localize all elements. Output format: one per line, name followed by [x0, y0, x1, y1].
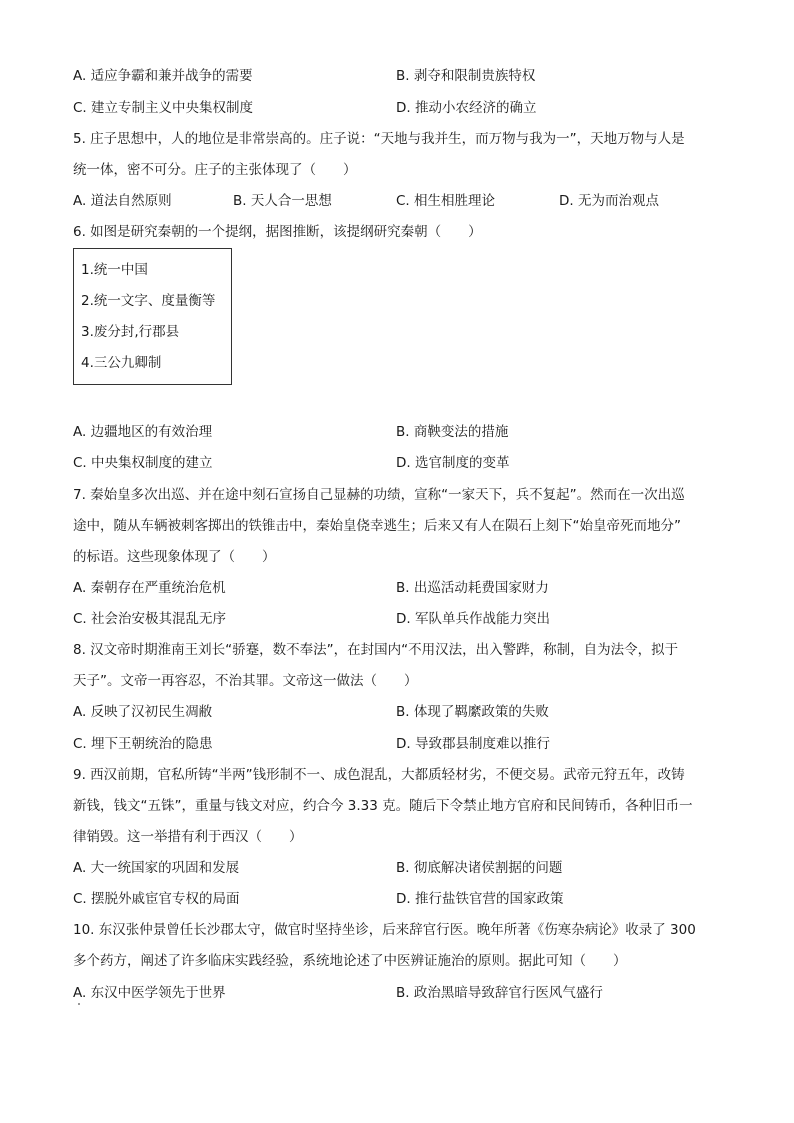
q4-option-c[interactable]: C. 建立专制主义中央集权制度 — [73, 100, 254, 116]
q4-option-b[interactable]: B. 剥夺和限制贵族特权 — [396, 68, 536, 84]
outline-item-3: 3.废分封,行郡县 — [81, 324, 180, 340]
q6-options-row-1 — [73, 422, 733, 442]
q6-option-c[interactable]: C. 中央集权制度的建立 — [73, 455, 213, 471]
q9-stem-line-3: 律销毁。这一举措有利于西汉（ ） — [73, 829, 303, 845]
q7-stem-line-3: 的标语。这些现象体现了（ ） — [73, 549, 276, 565]
q7-options-row-1 — [73, 578, 733, 598]
q10-stem-line-1: 10. 东汉张仲景曾任长沙郡太守，做官时坚持坐诊，后来辞官行医。晚年所著《伤寒杂病论》收录了 300 — [73, 922, 696, 938]
q8-options-row-1 — [73, 702, 733, 722]
q7-options-row-2 — [73, 609, 733, 629]
q9-option-a[interactable]: A. 大一统国家的巩固和发展 — [73, 860, 240, 876]
q5-option-d[interactable]: D. 无为而治观点 — [559, 193, 659, 209]
q7-stem-line-1: 7. 秦始皇多次出巡、并在途中刻石宣扬自己显赫的功绩，宣称“一家天下，兵不复起”。然而在一次出巡 — [73, 487, 685, 503]
q8-options-row-2 — [73, 734, 733, 754]
q6-option-b[interactable]: B. 商鞅变法的措施 — [396, 424, 509, 440]
q7-option-d[interactable]: D. 军队单兵作战能力突出 — [396, 611, 550, 627]
q9-option-d[interactable]: D. 推行盐铁官营的国家政策 — [396, 891, 564, 907]
q8-option-c[interactable]: C. 埋下王朝统治的隐患 — [73, 736, 213, 752]
q8-option-d[interactable]: D. 导致郡县制度难以推行 — [396, 736, 550, 752]
q9-option-c[interactable]: C. 摆脱外戚宦官专权的局面 — [73, 891, 240, 907]
q5-option-c[interactable]: C. 相生相胜理论 — [396, 193, 496, 209]
q10-option-b[interactable]: B. 政治黑暗导致辞官行医风气盛行 — [396, 985, 603, 1001]
q6-option-d[interactable]: D. 选官制度的变革 — [396, 455, 510, 471]
q9-options-row-1 — [73, 858, 733, 878]
stray-mark — [78, 1003, 80, 1005]
q8-option-a[interactable]: A. 反映了汉初民生凋敝 — [73, 704, 213, 720]
q10-options-row-1 — [73, 983, 733, 1003]
q5-option-a[interactable]: A. 道法自然原则 — [73, 193, 172, 209]
q7-stem-line-2: 途中，随从车辆被刺客掷出的铁锥击中，秦始皇侥幸逃生；后来又有人在陨石上刻下“始皇帝死而地分” — [73, 518, 681, 534]
q7-option-b[interactable]: B. 出巡活动耗费国家财力 — [396, 580, 549, 596]
q8-stem-line-1: 8. 汉文帝时期淮南王刘长“骄蹇，数不奉法”，在封国内“不用汉法，出入警跸，称制，自为法令，拟于 — [73, 642, 679, 658]
q6-option-a[interactable]: A. 边疆地区的有效治理 — [73, 424, 213, 440]
qin-outline-box — [73, 248, 232, 385]
q9-stem-line-1: 9. 西汉前期，官私所铸“半两”钱形制不一、成色混乱，大都质轻材劣，不便交易。武帝元狩五年，改铸 — [73, 767, 685, 783]
q5-stem-line-2: 统一体，密不可分。庄子的主张体现了（ ） — [73, 162, 357, 178]
q9-stem-line-2: 新钱，钱文“五铢”，重量与钱文对应，约合今 3.33 克。随后下令禁止地方官府和民间铸币，各种旧币一 — [73, 798, 693, 814]
q4-options-row-1 — [73, 66, 733, 86]
q5-option-b[interactable]: B. 天人合一思想 — [233, 193, 332, 209]
q8-option-b[interactable]: B. 体现了羁縻政策的失败 — [396, 704, 549, 720]
q4-option-d[interactable]: D. 推动小农经济的确立 — [396, 100, 537, 116]
outline-item-2: 2.统一文字、度量衡等 — [81, 293, 216, 309]
q4-options-row-2 — [73, 98, 733, 118]
q4-option-a[interactable]: A. 适应争霸和兼并战争的需要 — [73, 68, 253, 84]
outline-item-4: 4.三公九卿制 — [81, 355, 162, 371]
q6-stem-line-1: 6. 如图是研究秦朝的一个提纲，据图推断，该提纲研究秦朝（ ） — [73, 224, 482, 240]
q7-option-a[interactable]: A. 秦朝存在严重统治危机 — [73, 580, 226, 596]
q10-option-a[interactable]: A. 东汉中医学领先于世界 — [73, 985, 226, 1001]
q7-option-c[interactable]: C. 社会治安极其混乱无序 — [73, 611, 227, 627]
q5-options-row — [73, 191, 733, 211]
q5-stem-line-1: 5. 庄子思想中，人的地位是非常崇高的。庄子说：“天地与我并生，而万物与我为一”，天地万物与人是 — [73, 131, 685, 147]
q8-stem-line-2: 天子”。文帝一再容忍，不治其罪。文帝这一做法（ ） — [73, 673, 418, 689]
q10-stem-line-2: 多个药方，阐述了许多临床实践经验，系统地论述了中医辨证施治的原则。据此可知（ ） — [73, 953, 627, 969]
q9-option-b[interactable]: B. 彻底解决诸侯割据的问题 — [396, 860, 563, 876]
q9-options-row-2 — [73, 889, 733, 909]
q6-options-row-2 — [73, 453, 733, 473]
outline-item-1: 1.统一中国 — [81, 262, 148, 278]
